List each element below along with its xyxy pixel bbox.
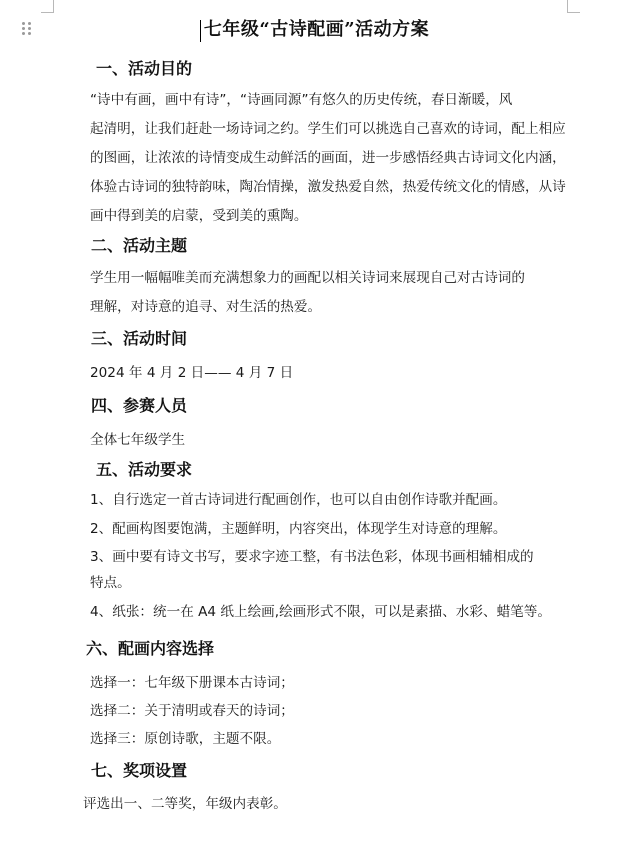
content-option: 选择一：七年级下册课本古诗词；: [90, 675, 294, 691]
paragraph-line: 起清明，让我们赶赴一场诗词之约。学生们可以挑选自己喜欢的诗词，配上相应: [90, 121, 566, 137]
requirement-item: 3、画中要有诗文书写，要求字迹工整，有书法色彩，体现书画相辅相成的: [90, 549, 534, 565]
document-title-wrapper[interactable]: [200, 19, 429, 40]
awards-line: 评选出一、二等奖，年级内表彰。: [83, 796, 287, 812]
section-heading-participants: 四、参赛人员: [91, 396, 188, 415]
requirement-item: 1、自行选定一首古诗词进行配画创作，也可以自由创作诗歌并配画。: [90, 492, 507, 508]
requirement-item: 4、纸张：统一在 A4 纸上绘画,绘画形式不限，可以是素描、水彩、蜡笔等。: [90, 604, 551, 620]
content-option: 选择二：关于清明或春天的诗词；: [90, 703, 294, 719]
paragraph-line: 学生用一幅幅唯美而充满想象力的画配以相关诗词来展现自己对古诗词的: [90, 270, 525, 286]
title-row: [0, 15, 629, 41]
paragraph-line: 的图画，让浓浓的诗情变成生动鲜活的画面，进一步感悟经典古诗词文化内涵，: [90, 150, 566, 166]
requirement-item: 2、配画构图要饱满，主题鲜明，内容突出，体现学生对诗意的理解。: [90, 521, 507, 537]
section-heading-purpose: 一、活动目的: [96, 59, 193, 78]
paragraph-line: 体验古诗词的独特韵味，陶冶情操，激发热爱自然，热爱传统文化的情感，从诗: [90, 179, 566, 195]
page-margin-guide-top-right: [567, 0, 580, 13]
paragraph-line: “诗中有画，画中有诗”，“诗画同源”有悠久的历史传统，春日渐暖，风: [90, 92, 513, 108]
page-margin-guide-top-left: [41, 0, 54, 13]
paragraph-line: 画中得到美的启蒙，受到美的熏陶。: [90, 208, 308, 224]
section-heading-requirements: 五、活动要求: [96, 460, 193, 479]
section-heading-content-choice: 六、配画内容选择: [86, 639, 215, 658]
document-title: 七年级“古诗配画”活动方案: [203, 19, 430, 40]
section-heading-awards: 七、奖项设置: [91, 761, 188, 780]
event-date-line: 2024 年 4 月 2 日—— 4 月 7 日: [90, 365, 294, 381]
requirement-item-continued: 特点。: [90, 575, 131, 591]
paragraph-line: 理解，对诗意的追寻、对生活的热爱。: [90, 299, 322, 315]
participants-line: 全体七年级学生: [90, 432, 186, 448]
content-option: 选择三：原创诗歌，主题不限。: [90, 731, 281, 747]
text-cursor: [200, 20, 201, 42]
section-heading-theme: 二、活动主题: [91, 236, 188, 255]
section-heading-time: 三、活动时间: [91, 329, 188, 348]
